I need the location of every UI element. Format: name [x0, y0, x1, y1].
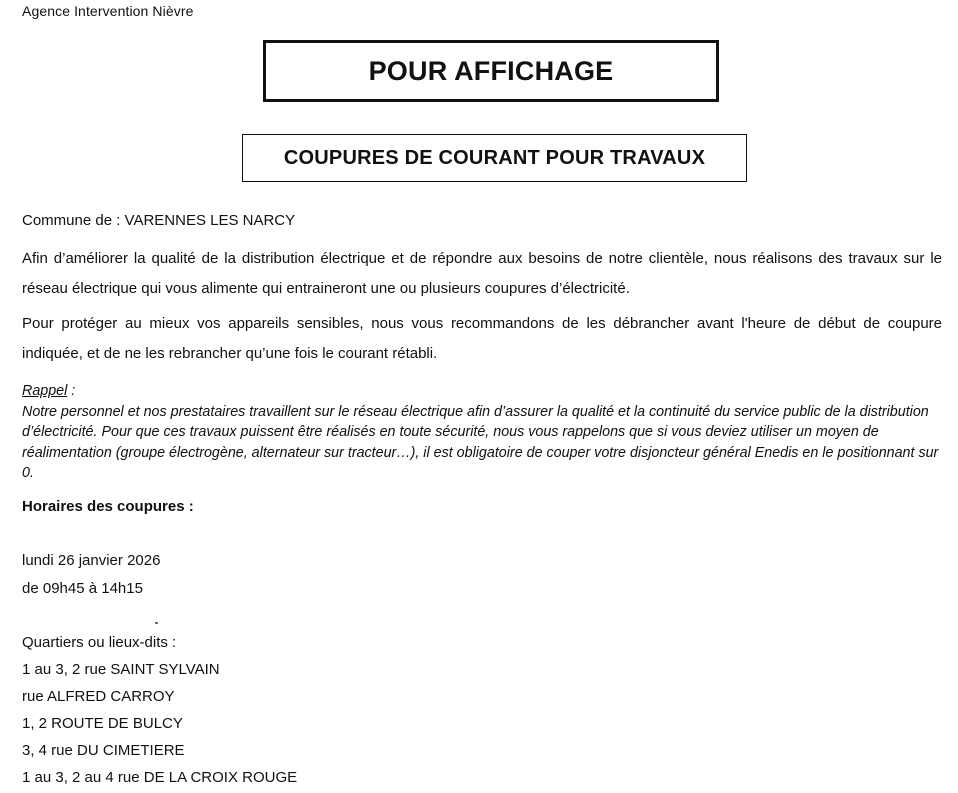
page-title: POUR AFFICHAGE: [368, 55, 614, 86]
place-item: 1 au 3, 2 au 4 rue DE LA CROIX ROUGE: [22, 769, 298, 786]
place-item: rue ALFRED CARROY: [22, 688, 175, 705]
schedule-time: de 09h45 à 14h15: [22, 580, 143, 597]
rappel-text: Notre personnel et nos prestataires travaillent sur le réseau électrique afin d’assurer la qualité et la continuité du service public de la distribution d’électricité. Pour que ces travaux puissent être réalisés en toute sécurité, nous vous rappelons que si vous deviez utiliser un moyen de réalimentation (groupe électrogène, alternateur sur tracteur…), il est obligatoire de couper votre disjoncteur général Enedis en le positionnant sur 0.: [22, 403, 939, 481]
schedule-heading: Horaires des coupures :: [22, 498, 194, 515]
scan-speck: [155, 622, 158, 624]
commune-label: Commune de : VARENNES LES NARCY: [22, 212, 296, 229]
agency-name: Agence Intervention Nièvre: [22, 3, 194, 19]
places-heading: Quartiers ou lieux-dits :: [22, 634, 177, 651]
rappel-label: Rappel: [22, 383, 68, 399]
subtitle-box: [242, 134, 747, 182]
paragraph-intro: Afin d’améliorer la qualité de la distribution électrique et de répondre aux besoins de notre clientèle, nous réalisons des travaux sur le réseau électrique qui vous alimente qui entraineront une ou plusieurs coupures d’électricité.: [22, 250, 942, 297]
place-item: 1, 2 ROUTE DE BULCY: [22, 715, 183, 732]
rappel-heading: [22, 381, 942, 402]
rappel-colon: :: [67, 383, 76, 399]
schedule-date: lundi 26 janvier 2026: [22, 552, 161, 569]
place-item: 3, 4 rue DU CIMETIERE: [22, 742, 185, 759]
paragraph-advice: Pour protéger au mieux vos appareils sensibles, nous vous recommandons de les débrancher avant l'heure de début de coupure indiquée, et de ne les rebrancher qu’une fois le courant rétabli.: [22, 315, 942, 362]
rappel-block: [22, 381, 942, 484]
page-subtitle: COUPURES DE COURANT POUR TRAVAUX: [283, 146, 706, 169]
title-box: [263, 40, 719, 102]
place-item: 1 au 3, 2 rue SAINT SYLVAIN: [22, 661, 220, 678]
